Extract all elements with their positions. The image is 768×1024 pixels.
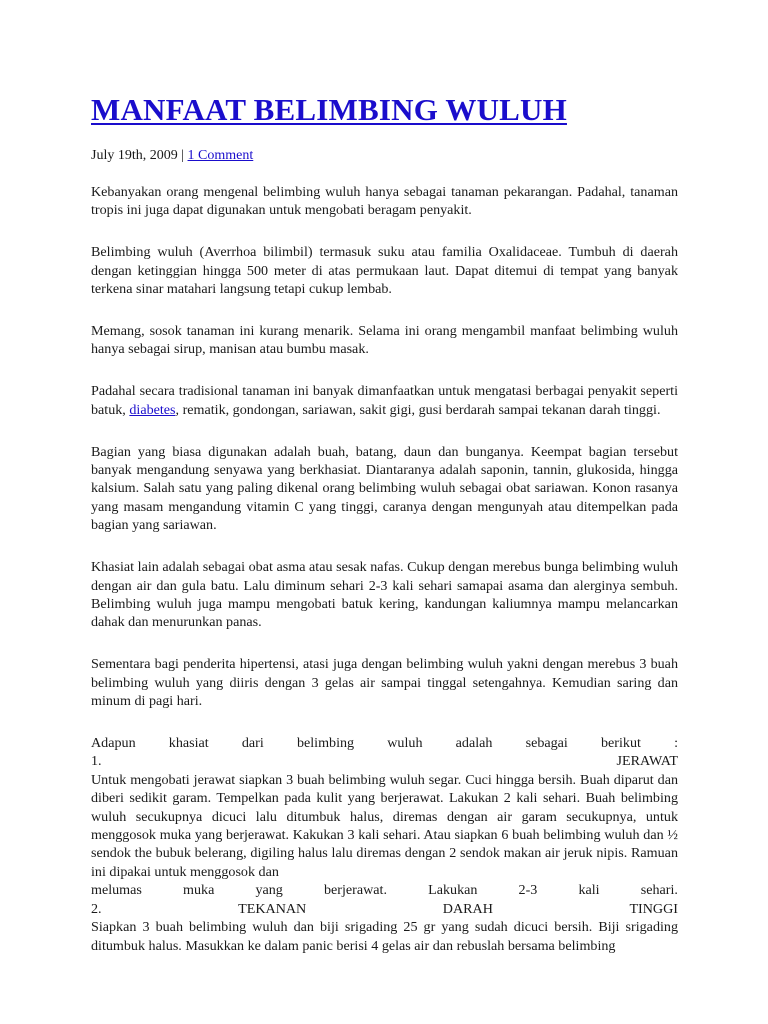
paragraph-1: Kebanyakan orang mengenal belimbing wuluh hanya sebagai tanaman pekarangan. Padahal, tanaman tropis ini juga dapat digunakan untuk mengobati beragam penyakit.: [91, 184, 678, 219]
paragraph-4: [91, 382, 678, 419]
paragraph-4-text-a: Padahal secara tradisional tanaman ini banyak dimanfaatkan untuk mengatasi berbagai penyakit seperti batuk,: [91, 383, 678, 418]
word: kali: [578, 882, 600, 899]
article: [91, 90, 678, 955]
comments-link[interactable]: 1 Comment: [187, 148, 254, 163]
list-item-number: 2.: [91, 900, 102, 917]
intro-word: dari: [241, 735, 264, 752]
list-item-1-text: Untuk mengobati jerawat siapkan 3 buah belimbing wuluh segar. Cuci hingga bersih. Buah diparut dan diberi sedikit garam. Tempelkan pada kulit yang berjerawat. Lakukan 2 kali sehari. Buah belimbing wuluh secukupnya dicuci lalu ditumbuk halus, diremas dengan air garam secukupnya, untuk menggosok muka yang berjerawat. Kakukan 3 kali sehari. Atau siapkan 6 buah belimbing wuluh dan ½ sendok the bubuk belerang, digiling halus lalu diremas dengan 2 sendok makan air jeruk nipis. Ramuan ini dipakai untuk menggosok dan: [91, 771, 678, 880]
word: berjerawat.: [323, 882, 387, 899]
diabetes-link[interactable]: diabetes: [129, 401, 176, 418]
page-title: [91, 90, 678, 130]
word: muka: [183, 882, 215, 899]
paragraph-2: Belimbing wuluh (Averrhoa bilimbil) termasuk suku atau familia Oxalidaceae. Tumbuh di daerah dengan ketinggian hingga 500 meter di atas permukaan laut. Dapat ditemui di tempat yang banyak terkena sinar matahari langsung tetapi cukup lembab.: [91, 244, 678, 298]
intro-word: :: [674, 735, 678, 752]
post-date: July 19th, 2009 |: [91, 148, 188, 163]
list-item-1-heading: [91, 752, 678, 770]
paragraph-4-text-b: , rematik, gondongan, sariawan, sakit gigi, gusi berdarah sampai tekanan darah tinggi.: [175, 401, 661, 418]
intro-word: belimbing: [296, 735, 355, 752]
post-meta: [91, 147, 678, 165]
list-item-title-word: TINGGI: [629, 900, 678, 917]
list-item-2-heading: [91, 900, 678, 918]
list-item-title-word: TEKANAN: [238, 900, 307, 917]
intro-word: adalah: [455, 735, 493, 752]
word: 2-3: [518, 882, 538, 899]
paragraph-6: Khasiat lain adalah sebagai obat asma atau sesak nafas. Cukup dengan merebus bunga belimbing wuluh dengan air dan gula batu. Lalu diminum sehari 2-3 kali sehari samapai asama dan alerginya sembuh. Belimbing wuluh juga mampu mengobati batuk kering, kandungan kaliumnya mampu melancarkan dahak dan menurunkan panas.: [91, 559, 678, 631]
intro-word: berikut: [601, 735, 641, 752]
list-intro: [91, 734, 678, 752]
intro-word: Adapun: [91, 735, 136, 752]
benefits-list: [91, 734, 678, 955]
list-item-title-word: DARAH: [442, 900, 493, 917]
word: melumas: [91, 882, 142, 899]
list-item-1-last-line: [91, 881, 678, 899]
word: sehari.: [640, 882, 678, 899]
intro-word: wuluh: [387, 735, 423, 752]
paragraph-3: Memang, sosok tanaman ini kurang menarik. Selama ini orang mengambil manfaat belimbing wuluh hanya sebagai sirup, manisan atau bumbu masak.: [91, 323, 678, 358]
list-item-number: 1.: [91, 753, 102, 770]
word: Lakukan: [428, 882, 478, 899]
article-body: [91, 183, 678, 955]
intro-word: sebagai: [525, 735, 568, 752]
paragraph-7: Sementara bagi penderita hipertensi, atasi juga dengan belimbing wuluh yakni dengan merebus 3 buah belimbing wuluh yang diiris dengan 3 gelas air sampai tinggal setengahnya. Kemudian saring dan minum di pagi hari.: [91, 656, 678, 710]
list-item-title: JERAWAT: [616, 753, 678, 770]
word: yang: [255, 882, 283, 899]
paragraph-5: Bagian yang biasa digunakan adalah buah, batang, daun dan bunganya. Keempat bagian tersebut banyak mengandung senyawa yang berkhasiat. Diantaranya adalah saponin, tannin, glukosida, hingga kalsium. Salah satu yang paling dikenal orang belimbing wuluh sebagai obat sariawan. Konon rasanya yang masam mengandung vitamin C yang tinggi, caranya dengan mengunyah atau ditempelkan pada bagian yang sariawan.: [91, 443, 678, 534]
list-item-2-text: Siapkan 3 buah belimbing wuluh dan biji srigading 25 gr yang sudah dicuci bersih. Biji srigading ditumbuk halus. Masukkan ke dalam panic berisi 4 gelas air dan rebuslah bersama belimbing: [91, 919, 678, 954]
intro-word: khasiat: [168, 735, 209, 752]
title-link[interactable]: MANFAAT BELIMBING WULUH: [91, 92, 567, 127]
